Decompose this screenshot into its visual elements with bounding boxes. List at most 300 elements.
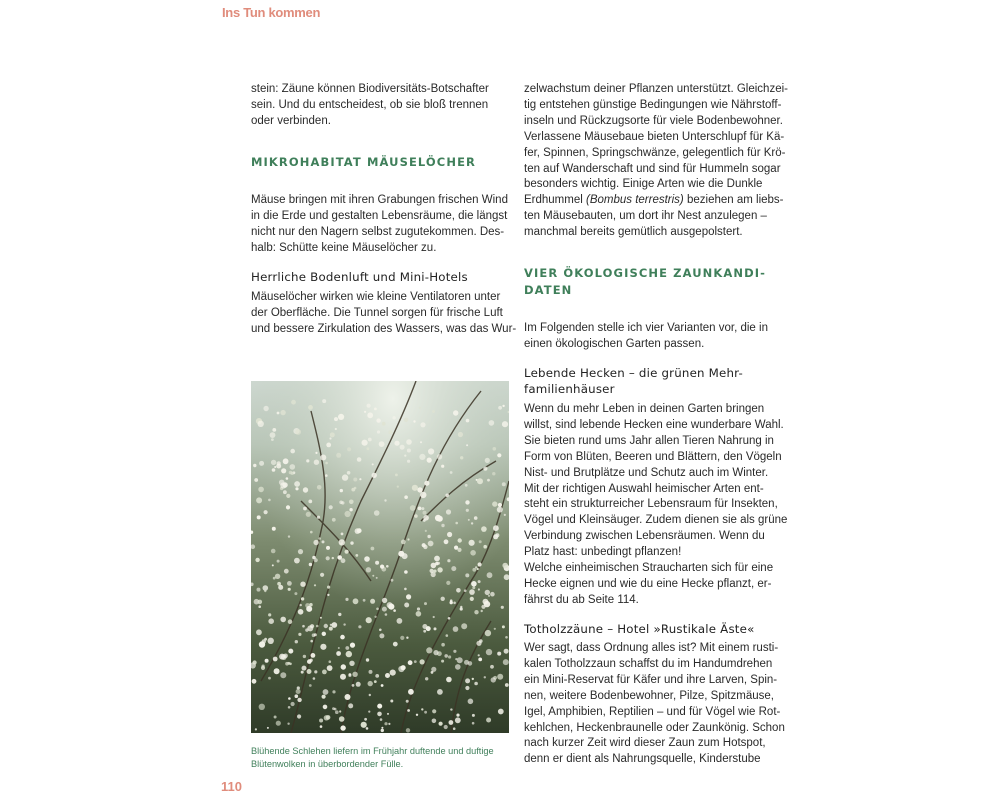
blossom-dot [460, 606, 462, 608]
blossom-dot [279, 654, 285, 660]
blossom-dot [364, 411, 366, 413]
blossom-dot [268, 618, 274, 624]
blossom-dot [323, 689, 329, 695]
blossom-dot [329, 627, 333, 631]
blossom-dot [346, 651, 352, 657]
blossom-dot [295, 429, 301, 435]
text-line: Mit der richtigen Auswahl heimischer Arten ent- [524, 482, 764, 495]
blossom-dot [456, 714, 459, 717]
text-line: besonders wichtig. Einige Arten wie die Dunkle [524, 178, 763, 191]
blossom-dot [316, 625, 319, 628]
blossom-dot [331, 622, 337, 628]
blossom-dot [418, 507, 422, 511]
blossom-dot [455, 658, 457, 660]
blossom-dot [504, 649, 509, 654]
blossom-dot [311, 653, 316, 658]
blossom-dot [367, 412, 373, 418]
text-line: tig entstehen günstige Bedingungen wie Nährstoff- [524, 98, 782, 111]
blossom-dot [404, 570, 408, 574]
blossom-dot [498, 503, 502, 507]
blossom-dot [363, 599, 366, 602]
blossom-dot [449, 720, 454, 725]
blossom-dot [485, 630, 491, 636]
blossom-dot [273, 657, 278, 662]
blossom-dot [413, 420, 415, 422]
blossom-dot [294, 481, 300, 487]
blossom-dot [283, 458, 289, 464]
blossom-dot [406, 728, 410, 732]
blossom-dot [374, 408, 377, 411]
blossom-dot [364, 718, 367, 721]
blossom-dot [419, 407, 421, 409]
blossom-dot [475, 566, 477, 568]
blossom-dot [302, 666, 307, 671]
blossom-dot [349, 661, 354, 666]
blossom-dot [356, 682, 361, 687]
blossom-dot [290, 464, 296, 470]
heading-line: DATEN [524, 283, 573, 297]
blossom-dot [355, 554, 358, 557]
blossom-dot [492, 472, 495, 475]
blossom-dot [347, 447, 351, 451]
blossom-dot [375, 674, 379, 678]
blossom-dot [272, 468, 276, 472]
blossom-dot [478, 654, 480, 656]
blossom-dot [466, 509, 469, 512]
blossom-dot [271, 438, 274, 441]
blossom-dot [324, 715, 329, 720]
blossom-dot [362, 440, 368, 446]
blossom-dot [393, 609, 396, 612]
text-line: oder verbinden. [251, 114, 331, 127]
blossom-dot [427, 535, 430, 538]
blossom-dot [384, 722, 387, 725]
blossom-dot [342, 474, 348, 480]
blossom-dot [339, 539, 345, 545]
blossom-dot [272, 428, 276, 432]
blossom-dot [465, 484, 468, 487]
text-line: halb: Schütte keine Mäuselöcher zu. [251, 241, 437, 254]
blossom-dot [309, 684, 312, 687]
blossom-dot [277, 461, 281, 465]
blossom-dot [483, 467, 487, 471]
blossom-dot [391, 579, 394, 582]
blossom-dot [380, 565, 384, 569]
blossom-dot [326, 546, 330, 550]
text-fragment: Erdhummel [524, 194, 586, 207]
blossom-dot [263, 406, 268, 411]
blossom-dot [301, 671, 304, 674]
blossom-dot [458, 538, 462, 542]
blossom-dot [327, 586, 330, 589]
blossom-dot [481, 526, 487, 532]
blossom-dot [254, 478, 258, 482]
blossom-dot [318, 537, 321, 540]
blossom-dot [340, 489, 343, 492]
blossom-dot [404, 455, 406, 457]
blossom-dot [257, 588, 261, 592]
blossom-dot [343, 623, 345, 625]
hecken-paragraph [524, 402, 787, 609]
blossom-dot [369, 670, 373, 674]
blossom-dot [334, 417, 338, 421]
heading-line: Lebende Hecken – die grünen Mehr- [524, 366, 743, 380]
blossom-dot [486, 649, 492, 655]
blossom-dot [435, 515, 441, 521]
blossom-dot [338, 613, 341, 616]
blossom-dot [505, 636, 508, 639]
blossom-dot [307, 669, 312, 674]
blossom-dot [376, 418, 380, 422]
blossom-dot [502, 563, 508, 569]
blossom-dot [404, 588, 407, 591]
blossom-dot [432, 410, 435, 413]
blossom-dot [432, 709, 436, 713]
blossom-dot [322, 540, 325, 543]
blossom-dot [366, 567, 371, 572]
blossom-dot [320, 644, 326, 650]
blossom-dot [278, 585, 283, 590]
blossom-dot [322, 399, 326, 403]
blossom-dot [352, 672, 357, 677]
blossom-dot [320, 455, 326, 461]
blossom-dot [300, 582, 305, 587]
blossom-dot [494, 628, 496, 630]
text-line: sein. Und du entscheidest, ob sie bloß trennen [251, 98, 489, 111]
blossom-dot [404, 603, 409, 608]
blossom-dot [433, 570, 436, 573]
blossom-dot [441, 597, 445, 601]
blossom-dot [490, 592, 495, 597]
blossom-dot [294, 592, 297, 595]
blossom-dot [446, 509, 451, 514]
blossom-dot [350, 643, 355, 648]
blossom-dot [298, 549, 303, 554]
blossom-dot [280, 672, 286, 678]
blossom-dot [479, 540, 482, 543]
blossom-dot [465, 678, 470, 683]
blossom-dot [414, 660, 417, 663]
text-line: manchmal bereits gemütlich ausgepolstert. [524, 226, 743, 239]
blossom-dot [381, 684, 384, 687]
blossom-dot [427, 458, 432, 463]
blossom-dot [336, 453, 341, 458]
blossom-dot [450, 471, 453, 474]
blossom-dot [446, 677, 452, 683]
blossom-dot [335, 428, 337, 430]
blossom-dot [441, 524, 444, 527]
blossom-dot [327, 594, 329, 596]
blossom-dot [359, 478, 361, 480]
blossom-dot [262, 665, 265, 668]
blossom-dot [345, 598, 348, 601]
blossom-dot [357, 457, 362, 462]
blossom-dot [490, 665, 494, 669]
section-heading-zaunkandidaten [524, 265, 766, 299]
blossom-dot [259, 461, 264, 466]
blossom-dot [419, 454, 425, 460]
blossom-dot [492, 501, 497, 506]
blossom-dot [470, 550, 476, 556]
blossom-dot [504, 514, 506, 516]
blossom-dot [280, 482, 286, 488]
blossom-dot [274, 716, 277, 719]
text-line: fährst du ab Seite 114. [524, 593, 639, 606]
blossom-dot [478, 588, 480, 590]
blossom-dot [295, 694, 299, 698]
blossom-dot [309, 563, 312, 566]
blossom-dot [307, 659, 312, 664]
blossom-photo [251, 381, 509, 733]
text-line: willst, sind lebende Hecken eine wunderbare Wahl. [524, 418, 784, 431]
blossom-dot [497, 674, 503, 680]
blossom-dot [497, 507, 503, 513]
blossom-dot [319, 719, 323, 723]
blossom-dot [476, 641, 481, 646]
blossom-dot [485, 590, 490, 595]
blossom-dot [468, 519, 470, 521]
blossom-dot [423, 545, 427, 549]
blossom-dot [445, 494, 449, 498]
blossom-dot [306, 459, 309, 462]
blossom-dot [326, 556, 330, 560]
text-line: inseln und Rückzugsorte für viele Bodenbewohner. [524, 114, 783, 127]
blossom-dot [397, 486, 399, 488]
blossom-dot [329, 437, 331, 439]
blossom-dot [484, 676, 486, 678]
blossom-dot [288, 535, 290, 537]
blossom-dot [422, 624, 427, 629]
blossom-dot [335, 710, 339, 714]
text-line: kehlchen, Heckenbraunelle oder Zaunkönig. Schon [524, 721, 785, 734]
blossom-dot [366, 617, 372, 623]
blossom-dot [447, 532, 452, 537]
blossom-dot [386, 565, 389, 568]
blossom-dot [461, 623, 467, 629]
text-line: Im Folgenden stelle ich vier Varianten vor, die in [524, 322, 768, 334]
text-line: in die Erde und gestalten Lebensräume, die längst [251, 209, 508, 222]
blossom-dot [264, 510, 268, 514]
blossom-dot [412, 485, 418, 491]
blossom-dot [262, 639, 266, 643]
blossom-dot [395, 474, 398, 477]
blossom-dot [417, 487, 422, 492]
blossom-dot [372, 463, 374, 465]
blossom-dot [448, 617, 451, 620]
blossom-dot [268, 499, 271, 502]
blossom-dot [394, 441, 399, 446]
blossom-dot [366, 727, 369, 730]
blossom-dot [288, 697, 291, 700]
blossom-dot [345, 694, 351, 700]
page-number: 110 [221, 779, 242, 794]
blossom-dot [315, 452, 317, 454]
blossom-dot [424, 711, 427, 714]
blossom-dot [460, 456, 463, 459]
blossom-dot [353, 598, 359, 604]
blossom-dot [314, 670, 317, 673]
blossom-dot [437, 454, 442, 459]
blossom-dot [377, 430, 380, 433]
text-line: Igel, Amphibien, Reptilien – und für Vögel wie Rot- [524, 705, 781, 718]
text-line: Verbindung zwischen Lebensräumen. Wenn du [524, 530, 765, 543]
text-line: nach kurzer Zeit wird dieser Zaun zum Hotspot, [524, 737, 766, 750]
blossom-dot [272, 564, 274, 566]
blossom-dot [465, 500, 469, 504]
blossom-dot [303, 507, 307, 511]
blossom-dot [277, 412, 280, 415]
blossom-dot [408, 689, 414, 695]
blossom-dot [345, 550, 349, 554]
blossom-dot [466, 419, 470, 423]
text-line: fer, Spinnen, Springschwänze, gelegentlich für Krö- [524, 146, 786, 159]
blossom-dot [265, 659, 269, 663]
blossom-dot [300, 604, 302, 606]
blossom-dot [410, 505, 416, 511]
blossom-dot [483, 545, 487, 549]
blossom-dot [326, 443, 331, 448]
blossom-dot [287, 723, 289, 725]
blossom-dot [310, 640, 313, 643]
blossom-dot [453, 650, 456, 653]
blossom-dot [401, 540, 406, 545]
blossom-dot [332, 557, 334, 559]
blossom-dot [288, 649, 293, 654]
blossom-dot [258, 605, 261, 608]
blossom-dot [338, 647, 340, 649]
blossom-dot [286, 477, 289, 480]
blossom-dot [271, 549, 276, 554]
blossom-dot [423, 511, 427, 515]
text-line: steht ein strukturreicher Lebensraum für Insekten, [524, 498, 778, 511]
blossom-dot [472, 568, 476, 572]
blossom-dot [447, 559, 450, 562]
blossom-dot [388, 430, 392, 434]
blossom-dot [308, 500, 312, 504]
blossom-dot [376, 577, 378, 579]
blossom-dot [327, 665, 333, 671]
blossom-dot [380, 718, 383, 721]
blossom-dot [329, 505, 333, 509]
blossom-dot [448, 655, 451, 658]
blossom-dot [481, 610, 483, 612]
blossom-dot [256, 629, 262, 635]
blossom-dot [325, 474, 328, 477]
blossom-dot [417, 607, 420, 610]
blossom-dot [302, 625, 305, 628]
blossom-dot [502, 421, 508, 427]
blossom-dot [420, 422, 425, 427]
blossom-dot [464, 589, 467, 592]
blossom-dot [431, 563, 437, 569]
blossom-dot [324, 624, 328, 628]
blossom-dot [497, 652, 501, 656]
blossom-dot [487, 572, 493, 578]
blossom-dot [503, 659, 509, 665]
blossom-dot [474, 682, 478, 686]
text-line: Sie bieten rund ums Jahr allen Tieren Nahrung in [524, 434, 774, 447]
blossom-dot [267, 727, 269, 729]
blossom-dot [320, 617, 322, 619]
blossom-dot [379, 633, 384, 638]
blossom-dot [428, 541, 434, 547]
blossom-dot [477, 478, 483, 484]
blossom-dot [374, 510, 380, 516]
blossom-dot [306, 512, 311, 517]
running-head: Ins Tun kommen [222, 5, 321, 20]
blossom-dot [348, 674, 351, 677]
blossom-dot [372, 473, 377, 478]
blossom-dot [455, 522, 458, 525]
text-line: Wer sagt, dass Ordnung alles ist? Mit einem rusti- [524, 642, 779, 654]
blossom-dot [437, 689, 443, 695]
blossom-dot [306, 606, 312, 612]
blossom-dot [361, 722, 367, 728]
blossom-dot [291, 400, 296, 405]
blossom-dot [287, 662, 290, 665]
blossom-dot [323, 705, 328, 710]
blossom-dot [341, 533, 344, 536]
text-line: denn er dient als Nahrungsquelle, Kinderstube [524, 753, 761, 766]
text-line: Nist- und Brutplätze und Schutz auch im Winter. [524, 466, 769, 479]
continuation-paragraph [524, 82, 788, 241]
blossom-dot [339, 710, 341, 712]
blossom-dot [345, 511, 351, 517]
text-line: Mäuselöcher wirken wie kleine Ventilatoren unter [251, 291, 501, 303]
subheading-totholz: Totholzzäune – Hotel »Rustikale Äste« [524, 622, 755, 636]
blossom-dot [255, 728, 257, 730]
blossom-dot [478, 562, 482, 566]
blossom-dot [287, 581, 292, 586]
blossom-dot [339, 716, 345, 722]
blossom-dot [450, 708, 452, 710]
blossom-dot [291, 702, 295, 706]
blossom-dot [337, 555, 342, 560]
blossom-dot [364, 556, 370, 562]
blossom-dot [308, 405, 313, 410]
blossom-dot [385, 613, 388, 616]
blossom-dot [313, 677, 316, 680]
blossom-dot [298, 609, 304, 615]
blossom-dot [393, 642, 398, 647]
blossom-dot [370, 599, 375, 604]
totholz-paragraph [524, 641, 785, 768]
blossom-dot [357, 528, 362, 533]
heading-line: VIER ÖKOLOGISCHE ZAUNKANDI- [524, 266, 767, 280]
blossom-dot [305, 628, 308, 631]
blossom-dot [474, 610, 478, 614]
blossom-dot [487, 479, 490, 482]
blossom-dot [349, 500, 354, 505]
text-line: Verlassene Mäusebaue bieten Unterschlupf für Kä- [524, 130, 785, 143]
blossom-dot [498, 709, 504, 715]
blossom-dot [339, 501, 343, 505]
blossom-dot [498, 406, 502, 410]
bodenluft-paragraph [251, 290, 516, 338]
blossom-dot [441, 465, 444, 468]
blossom-dot [469, 540, 475, 546]
blossom-dot [253, 464, 256, 467]
blossom-dot [444, 654, 448, 658]
blossom-dot [312, 633, 316, 637]
blossom-dot [390, 670, 396, 676]
blossom-dot [280, 410, 285, 415]
blossom-dot [454, 546, 458, 550]
blossom-dot [310, 624, 314, 628]
text-line: Mäuse bringen mit ihren Grabungen frischen Wind [251, 194, 508, 206]
blossom-dot [402, 553, 408, 559]
blossom-dot [347, 471, 351, 475]
